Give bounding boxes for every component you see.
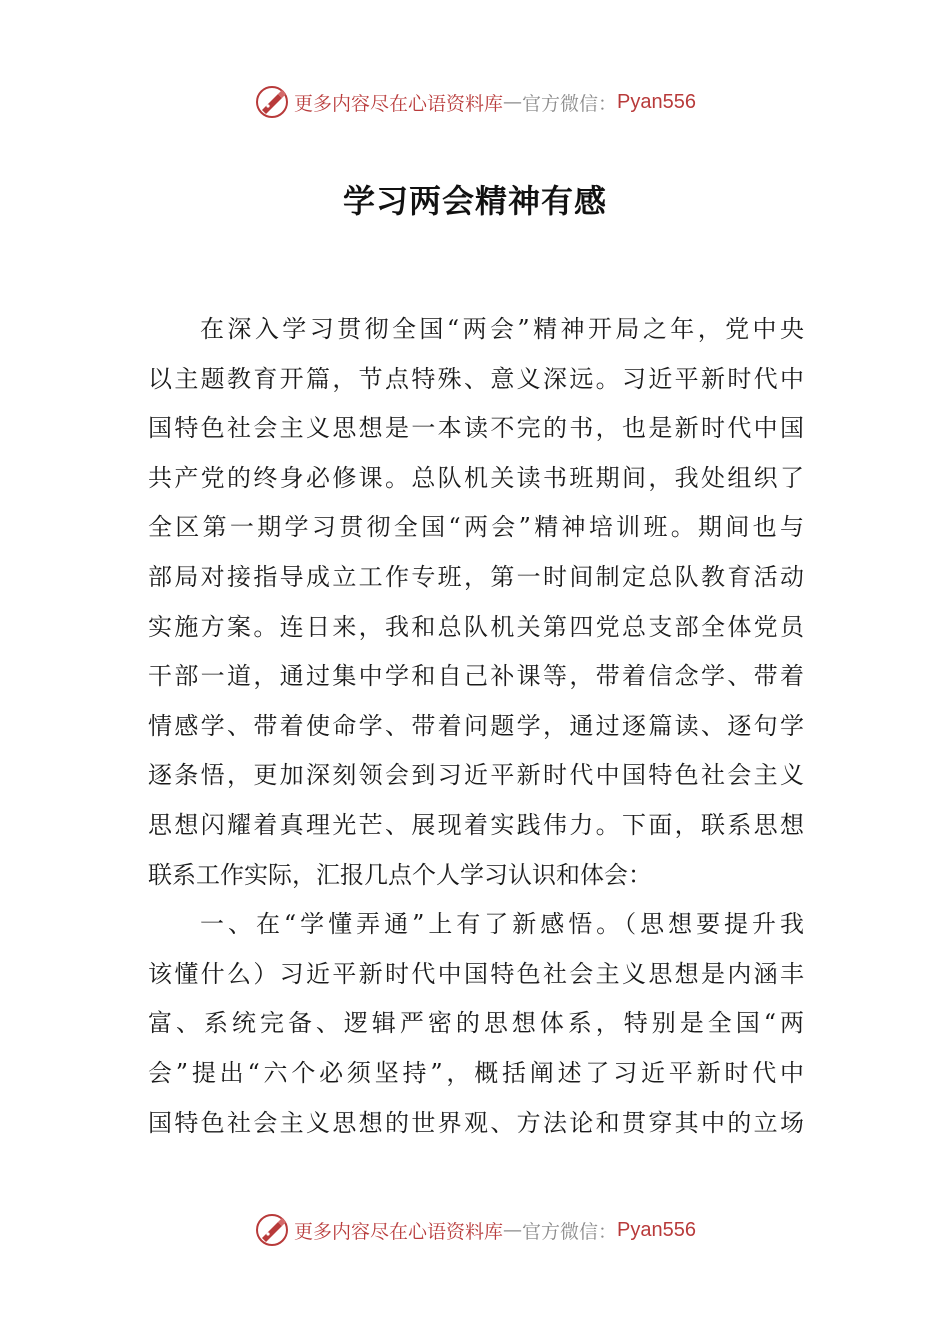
- watermark-footer: [0, 1210, 950, 1250]
- body-line: 情感学、带着使命学、带着问题学，通过逐篇读、逐句学: [148, 711, 804, 740]
- body-line: 在深入学习贯彻全国“两会”精神开局之年，党中央: [200, 315, 804, 343]
- body-line: 联系工作实际，汇报几点个人学习认识和体会：: [148, 860, 652, 889]
- watermark-dash: —: [503, 1219, 523, 1241]
- watermark-main-text: 更多内容尽在心语资料库: [294, 1220, 504, 1243]
- watermark-account: Pyan556: [617, 90, 696, 113]
- body-line: 逐条悟，更加深刻领会到习近平新时代中国特色社会主义: [148, 761, 804, 790]
- watermark-dash: —: [503, 91, 523, 113]
- body-line: 富、系统完备、逻辑严密的思想体系，特别是全国“两: [148, 1009, 804, 1038]
- pen-nib-logo-icon: [254, 84, 290, 120]
- body-line: 全区第一期学习贯彻全国“两会”精神培训班。期间也与: [148, 513, 804, 542]
- body-line: 会”提出“六个必须坚持”，概括阐述了习近平新时代中: [148, 1058, 804, 1087]
- watermark-label: 官方微信：: [522, 1220, 618, 1243]
- body-line: 该懂什么）习近平新时代中国特色社会主义思想是内涵丰: [148, 959, 804, 988]
- body-line: 国特色社会主义思想的世界观、方法论和贯穿其中的立场: [148, 1108, 804, 1137]
- body-line: 以主题教育开篇，节点特殊、意义深远。习近平新时代中: [148, 364, 804, 393]
- watermark-account: Pyan556: [617, 1218, 696, 1241]
- body-line: 国特色社会主义思想是一本读不完的书，也是新时代中国: [148, 414, 804, 443]
- document-title: 学习两会精神有感: [342, 182, 607, 220]
- watermark-main-text: 更多内容尽在心语资料库: [294, 92, 504, 115]
- body-line: 部局对接指导成立工作专班，第一时间制定总队教育活动: [148, 562, 804, 591]
- body-line: 干部一道，通过集中学和自己补课等，带着信念学、带着: [148, 662, 804, 691]
- body-line: 一、在“学懂弄通”上有了新感悟。（思想要提升我: [200, 910, 804, 939]
- watermark-header: [0, 82, 950, 122]
- pen-nib-logo-icon: [254, 1212, 290, 1248]
- body-line: 实施方案。连日来，我和总队机关第四党总支部全体党员: [148, 612, 804, 641]
- watermark-label: 官方微信：: [522, 92, 618, 115]
- document-body: [148, 305, 804, 1148]
- body-line: 思想闪耀着真理光芒、展现着实践伟力。下面，联系思想: [148, 810, 804, 839]
- body-line: 共产党的终身必修课。总队机关读书班期间，我处组织了: [148, 463, 804, 492]
